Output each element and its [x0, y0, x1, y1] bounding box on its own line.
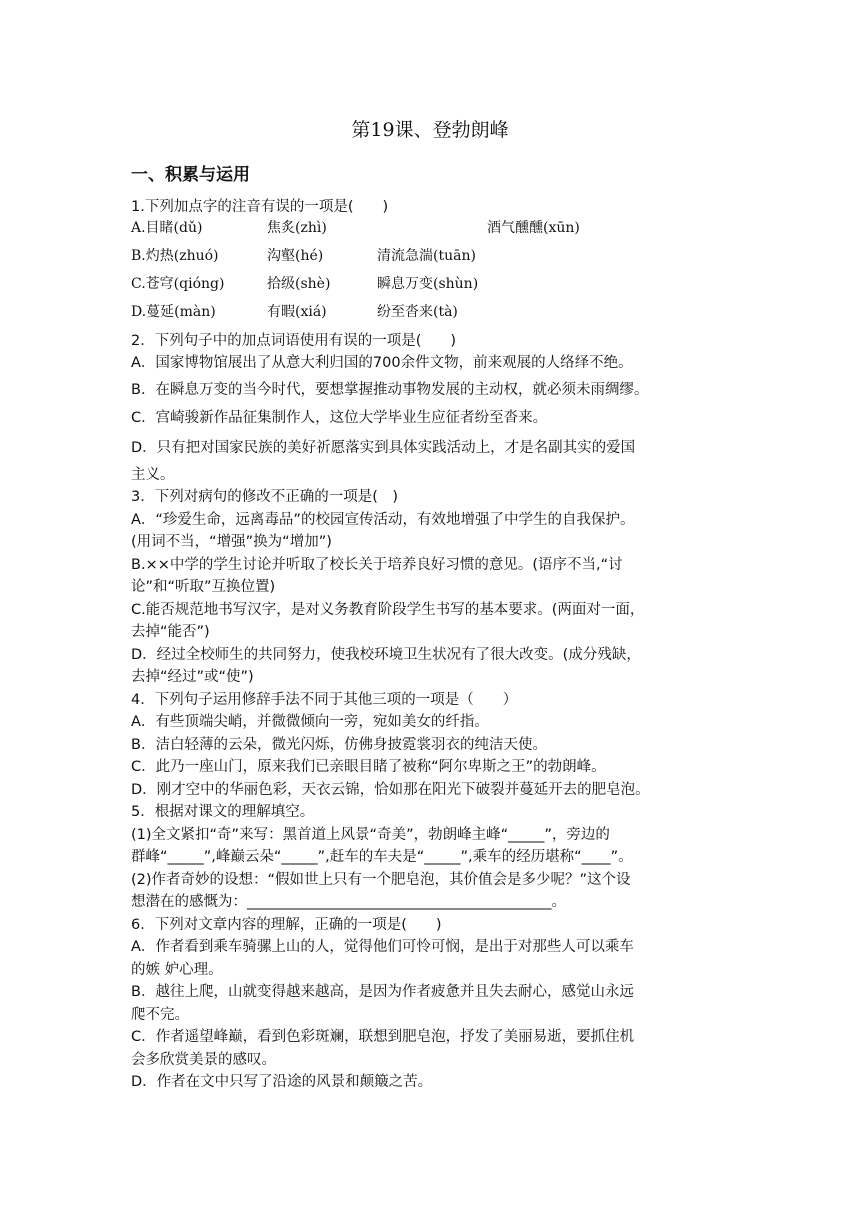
q5-part2: (2)作者奇妙的设想：“假如世上只有一个肥皂泡，其价值会是多少呢？”这个设 [131, 872, 631, 888]
q3-option-d: D．经过全校师生的共同努力，使我校环境卫生状况有了很大改变。(成分残缺， [131, 647, 641, 663]
q5-part2-cont: 想潜在的感慨为：__________________________________________。 [131, 894, 566, 910]
q4-option-d: D．刚才空中的华丽色彩，天衣云锦，恰如那在阳光下破裂并蔓延开去的肥皂泡。 [131, 782, 650, 798]
q6-stem: 6．下列对文章内容的理解，正确的一项是( ) [131, 917, 442, 933]
q4-stem: 4．下列句子运用修辞手法不同于其他三项的一项是（ ） [131, 692, 518, 708]
q1-stem: 1.下列加点字的注音有误的一项是( ) [131, 199, 389, 215]
q3-option-b-cont: 论”和“听取”互换位置) [131, 579, 276, 595]
q3-option-c: C.能否规范地书写汉字，是对义务教育阶段学生书写的基本要求。(两面对一面， [131, 602, 645, 618]
q2-option-d-cont: 主义。 [131, 467, 175, 483]
q1-c-item1: C.苍穹(qióng) [131, 276, 225, 292]
q4-option-a: A．有些顶端尖峭，并微微倾向一旁，宛如美女的纤指。 [131, 714, 489, 730]
q5-part1: (1)全文紧扣“奇”来写：黑首道上风景“奇美”，勃朗峰主峰“_____”，旁边的 [131, 827, 610, 843]
q1-b-item3: 清流急湍(tuān) [377, 248, 476, 264]
q1-d-item3: 纷至沓来(tà) [377, 304, 458, 320]
q6-option-d: D．作者在文中只写了沿途的风景和颠簸之苦。 [131, 1074, 433, 1090]
q5-part1-cont: 群峰“_____”,峰巅云朵“_____”,赶车的车夫是“_____”,乘车的经历堪称“____”。 [131, 849, 633, 865]
q6-option-a: A．作者看到乘车骑骡上山的人，觉得他们可怜可悯，是出于对那些人可以乘车 [131, 939, 634, 955]
q1-d-item2: 有暇(xiá) [267, 304, 327, 320]
q6-option-b-cont: 爬不完。 [131, 1007, 189, 1023]
q3-option-a-cont: (用词不当，“增强”换为“增加”) [131, 534, 332, 550]
q3-option-d-cont: 去掉“经过”或“使”) [131, 669, 254, 685]
q5-stem: 5．根据对课文的理解填空。 [131, 804, 315, 820]
q1-a-item1: A.目睹(dǔ) [131, 220, 203, 236]
q3-stem: 3．下列对病句的修改不正确的一项是( ) [131, 489, 399, 505]
q6-option-c: C．作者遥望峰巅，看到色彩斑斓，联想到肥皂泡，抒发了美丽易逝，要抓住机 [131, 1029, 635, 1045]
q1-c-item2: 拾级(shè) [267, 276, 331, 292]
q2-stem: 2．下列句子中的加点词语使用有误的一项是( ) [131, 333, 457, 349]
q2-option-b: B．在瞬息万变的当今时代，要想掌握推动事物发展的主动权，就必须未雨绸缪。 [131, 382, 649, 398]
q1-d-item1: D.蔓延(màn) [131, 304, 216, 320]
q3-option-a: A．“珍爱生命，远离毒品”的校园宣传活动，有效地增强了中学生的自我保护。 [131, 512, 635, 528]
section-heading: 一、积累与运用 [131, 165, 250, 185]
q1-a-item3: 酒气醺醺(xūn) [487, 220, 580, 236]
page-title: 第19课、登勃朗峰 [351, 119, 509, 141]
q6-option-a-cont: 的嫉 妒心理。 [131, 962, 223, 978]
q2-option-d: D．只有把对国家民族的美好祈愿落实到具体实践活动上，才是名副其实的爱国 [131, 440, 636, 456]
q6-option-c-cont: 会多欣赏美景的感叹。 [131, 1052, 276, 1068]
q1-b-item1: B.灼热(zhuó) [131, 248, 219, 264]
q1-a-item2: 焦炙(zhì) [267, 220, 327, 236]
q6-option-b: B．越往上爬，山就变得越来越高，是因为作者疲惫并且失去耐心，感觉山永远 [131, 984, 634, 1000]
q3-option-b: B.××中学的学生讨论并听取了校长关于培养良好习惯的意见。(语序不当,“讨 [131, 557, 623, 573]
q4-option-c: C．此乃一座山门，原来我们已亲眼目睹了被称“阿尔卑斯之王”的勃朗峰。 [131, 759, 606, 775]
q3-option-c-cont: 去掉“能否”) [131, 624, 210, 640]
q4-option-b: B．洁白轻薄的云朵，微光闪烁，仿佛身披霓裳羽衣的纯洁天使。 [131, 737, 547, 753]
q1-c-item3: 瞬息万变(shùn) [377, 276, 479, 292]
q2-option-c: C．宫崎骏新作品征集制作人，这位大学毕业生应征者纷至沓来。 [131, 410, 548, 426]
q1-b-item2: 沟壑(hé) [267, 248, 324, 264]
q2-option-a: A．国家博物馆展出了从意大利归国的700余件文物，前来观展的人络绎不绝。 [131, 355, 633, 371]
